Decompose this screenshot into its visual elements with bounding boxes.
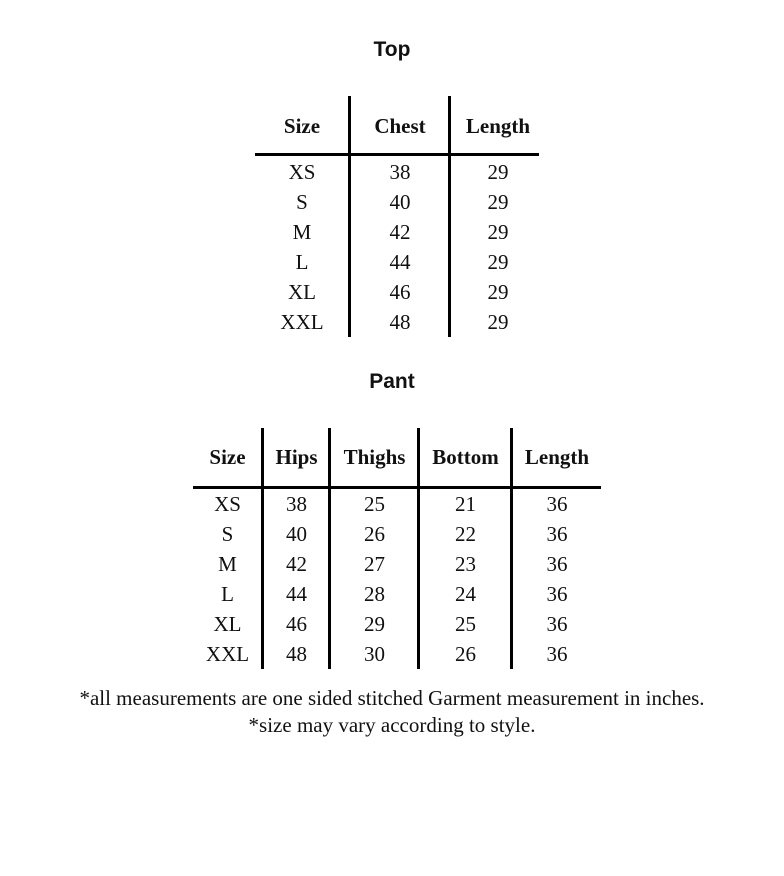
measurement-cell: 29 [364, 612, 385, 636]
measurement-cell: 40 [389, 190, 411, 214]
measurement-cell: 26 [455, 642, 476, 666]
measurement-cell: 44 [389, 250, 411, 274]
size-cell: S [296, 190, 308, 214]
measurement-cell: 29 [487, 190, 509, 214]
size-cell: S [221, 522, 234, 546]
column-header: Size [209, 445, 246, 469]
column-header: Length [524, 445, 590, 469]
measurement-cell: 38 [389, 160, 411, 184]
measurement-cell: 36 [546, 492, 568, 516]
measurement-cell: 21 [455, 492, 476, 516]
measurement-cell: 26 [364, 522, 385, 546]
column-header: Hips [275, 445, 318, 469]
measurement-cell: 29 [487, 160, 509, 184]
measurement-cell: 38 [286, 492, 307, 516]
measurement-cell: 29 [487, 310, 509, 334]
measurement-cell: 29 [487, 280, 509, 304]
measurement-cell: 29 [487, 250, 509, 274]
measurement-cell: 36 [546, 582, 568, 606]
column-header: Bottom [432, 445, 499, 469]
column-header: Length [465, 114, 531, 138]
measurement-cell: 25 [455, 612, 476, 636]
measurement-cell: 23 [455, 552, 476, 576]
measurement-cell: 48 [286, 642, 307, 666]
measurement-cell: 42 [389, 220, 411, 244]
top-table-title: Top [373, 38, 411, 61]
size-cell: L [295, 250, 309, 274]
pant-table-title: Pant [369, 370, 415, 393]
measurement-note: *all measurements are one sided stitched Garment measurement in inches. [79, 686, 705, 710]
measurement-cell: 28 [364, 582, 385, 606]
column-header: Size [283, 114, 321, 138]
size-variance-note: *size may vary according to style. [248, 713, 536, 737]
column-header: Thighs [343, 445, 406, 469]
measurement-cell: 36 [546, 612, 568, 636]
measurement-cell: 30 [364, 642, 385, 666]
measurement-cell: 46 [389, 280, 411, 304]
measurement-cell: 48 [389, 310, 411, 334]
measurement-cell: 36 [546, 522, 568, 546]
measurement-cell: 40 [286, 522, 307, 546]
measurement-cell: 42 [286, 552, 307, 576]
size-cell: XS [214, 492, 241, 516]
measurement-cell: 29 [487, 220, 509, 244]
header-rule [255, 153, 539, 156]
measurement-cell: 46 [286, 612, 307, 636]
size-cell: XXL [280, 310, 324, 334]
measurement-cell: 22 [455, 522, 476, 546]
measurement-cell: 27 [364, 552, 385, 576]
column-header: Chest [374, 114, 426, 138]
size-cell: XL [213, 612, 242, 636]
size-cell: M [218, 552, 237, 576]
header-rule [193, 486, 601, 489]
measurement-cell: 24 [455, 582, 476, 606]
measurement-cell: 25 [364, 492, 385, 516]
measurement-cell: 36 [546, 642, 568, 666]
size-cell: XL [288, 280, 316, 304]
size-cell: M [292, 220, 312, 244]
size-cell: XXL [205, 642, 250, 666]
measurement-cell: 44 [286, 582, 307, 606]
size-cell: XS [288, 160, 316, 184]
size-cell: L [221, 582, 234, 606]
measurement-cell: 36 [546, 552, 568, 576]
